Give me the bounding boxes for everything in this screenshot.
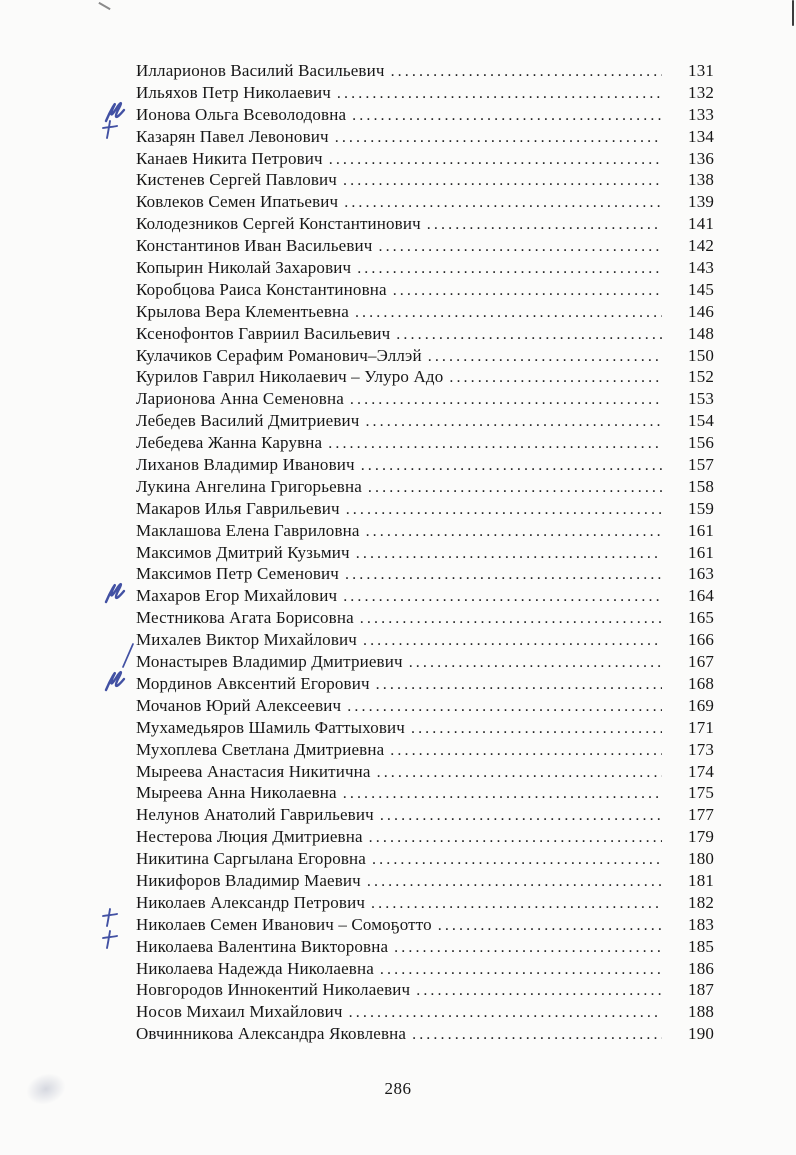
dot-leader <box>343 586 662 606</box>
entry-page-number: 154 <box>688 411 714 431</box>
entry-name: Николаева Валентина Викторовна <box>136 936 389 956</box>
index-entry <box>136 762 714 784</box>
dot-leader <box>337 83 662 103</box>
entry-name: Максимов Петр Семенович <box>136 564 340 584</box>
entry-page-number: 186 <box>688 958 714 978</box>
index-entry <box>136 608 714 630</box>
entry-name: Лукина Ангелина Григорьевна <box>136 476 362 496</box>
dot-leader <box>391 61 662 81</box>
entry-name: Коробцова Раиса Константиновна <box>136 279 387 299</box>
entry-name: Нелунов Анатолий Гаврильевич <box>136 805 374 825</box>
index-entry <box>136 805 714 827</box>
pen-cross-icon <box>100 907 120 934</box>
dot-leader <box>328 433 662 453</box>
entry-name: Маклашова Елена Гавриловна <box>136 520 360 540</box>
dot-leader <box>355 302 662 322</box>
index-entry <box>136 937 714 959</box>
entry-page-number: 156 <box>688 433 714 453</box>
dot-leader <box>378 236 662 256</box>
index-entry <box>136 302 714 324</box>
dot-leader <box>349 1002 662 1022</box>
entry-name: Лебедев Василий Дмитриевич <box>136 411 360 431</box>
entry-name: Мыреева Анна Николаевна <box>136 783 337 803</box>
dot-leader <box>393 280 662 300</box>
entry-page-number: 138 <box>688 170 714 190</box>
pen-scribble-icon <box>100 666 130 701</box>
entry-page-number: 148 <box>688 323 714 343</box>
ink-smudge-artifact <box>22 1069 69 1110</box>
entry-name: Новгородов Иннокентий Николаевич <box>136 980 411 1000</box>
entry-page-number: 139 <box>688 192 714 212</box>
dot-leader <box>390 740 662 760</box>
entry-page-number: 190 <box>688 1024 714 1044</box>
entry-page-number: 157 <box>688 455 714 475</box>
dot-leader <box>372 849 662 869</box>
entry-page-number: 179 <box>688 827 714 847</box>
entry-page-number: 185 <box>688 936 714 956</box>
dot-leader <box>428 346 662 366</box>
entry-page-number: 187 <box>688 980 714 1000</box>
entry-page-number: 188 <box>688 1002 714 1022</box>
page-folio-number: 286 <box>384 1079 412 1098</box>
entry-page-number: 173 <box>688 739 714 759</box>
index-entry <box>136 586 714 608</box>
scan-corner-artifact <box>98 2 110 10</box>
index-entry <box>136 893 714 915</box>
entry-name: Константинов Иван Васильевич <box>136 236 373 256</box>
dot-leader <box>343 783 662 803</box>
entry-page-number: 159 <box>688 498 714 518</box>
index-entry <box>136 1024 714 1046</box>
entry-page-number: 141 <box>688 214 714 234</box>
scan-edge-artifact <box>792 0 794 26</box>
entry-name: Никитина Саргылана Егоровна <box>136 849 367 869</box>
dot-leader <box>376 674 662 694</box>
entry-page-number: 133 <box>688 104 714 124</box>
entry-name: Максимов Дмитрий Кузьмич <box>136 542 350 562</box>
entry-page-number: 167 <box>688 652 714 672</box>
index-entry <box>136 411 714 433</box>
entry-page-number: 180 <box>688 849 714 869</box>
entry-page-number: 142 <box>688 236 714 256</box>
index-entry <box>136 433 714 455</box>
entry-page-number: 146 <box>688 301 714 321</box>
dot-leader <box>416 980 662 1000</box>
dot-leader <box>368 477 662 497</box>
entry-page-number: 150 <box>688 345 714 365</box>
entry-page-number: 168 <box>688 673 714 693</box>
entry-name: Ксенофонтов Гавриил Васильевич <box>136 323 391 343</box>
entry-name: Мочанов Юрий Алексеевич <box>136 695 342 715</box>
dot-leader <box>449 367 662 387</box>
dot-leader <box>380 805 662 825</box>
dot-leader <box>394 937 662 957</box>
entry-name: Макаров Илья Гаврильевич <box>136 498 340 518</box>
dot-leader <box>356 543 662 563</box>
entry-page-number: 163 <box>688 564 714 584</box>
index-entry <box>136 980 714 1002</box>
dot-leader <box>380 959 662 979</box>
entry-name: Мухамедьяров Шамиль Фаттыхович <box>136 717 405 737</box>
index-entry <box>136 959 714 981</box>
index-entry <box>136 170 714 192</box>
dot-leader <box>329 149 662 169</box>
entry-name: Местникова Агата Борисовна <box>136 608 354 628</box>
index-entry <box>136 564 714 586</box>
index-entry <box>136 783 714 805</box>
index-entry <box>136 280 714 302</box>
entry-page-number: 136 <box>688 148 714 168</box>
dot-leader <box>345 564 662 584</box>
entry-name: Монастырев Владимир Дмитриевич <box>136 652 403 672</box>
index-entry <box>136 61 714 83</box>
index-entry <box>136 915 714 937</box>
entry-page-number: 171 <box>688 717 714 737</box>
index-entry <box>136 696 714 718</box>
index-entry <box>136 630 714 652</box>
entry-name: Лиханов Владимир Иванович <box>136 455 355 475</box>
index-entry <box>136 827 714 849</box>
index-entry <box>136 258 714 280</box>
entry-name: Крылова Вера Клементьевна <box>136 301 349 321</box>
dot-leader <box>347 696 662 716</box>
entry-name: Николаева Надежда Николаевна <box>136 958 374 978</box>
entry-name: Ионова Ольга Всеволодовна <box>136 104 347 124</box>
index-entry <box>136 652 714 674</box>
index-entry <box>136 346 714 368</box>
index-entry <box>136 1002 714 1024</box>
index-entry <box>136 849 714 871</box>
index-entry <box>136 149 714 171</box>
index-entry <box>136 543 714 565</box>
pen-scribble-icon <box>100 578 130 613</box>
entry-page-number: 169 <box>688 695 714 715</box>
entry-page-number: 161 <box>688 520 714 540</box>
index-entry <box>136 499 714 521</box>
dot-leader <box>352 105 662 125</box>
dot-leader <box>357 258 662 278</box>
dot-leader <box>411 718 662 738</box>
index-entry <box>136 674 714 696</box>
dot-leader <box>363 630 662 650</box>
entry-page-number: 166 <box>688 630 714 650</box>
index-entry <box>136 740 714 762</box>
dot-leader <box>350 389 662 409</box>
entry-name: Николаев Семен Иванович – Сомоҕотто <box>136 914 432 934</box>
pen-scribble-icon <box>100 97 130 132</box>
entry-page-number: 181 <box>688 870 714 890</box>
index-entry <box>136 521 714 543</box>
index-entry <box>136 718 714 740</box>
pen-cross-icon <box>100 929 120 956</box>
entry-name: Мординов Авксентий Егорович <box>136 673 370 693</box>
entry-page-number: 165 <box>688 608 714 628</box>
dot-leader <box>335 127 662 147</box>
entry-name: Ильяхов Петр Николаевич <box>136 82 331 102</box>
index-list <box>136 61 714 1046</box>
entry-page-number: 145 <box>688 279 714 299</box>
entry-name: Овчинникова Александра Яковлевна <box>136 1024 407 1044</box>
entry-name: Мыреева Анастасия Никитична <box>136 761 371 781</box>
entry-page-number: 183 <box>688 914 714 934</box>
dot-leader <box>371 893 662 913</box>
dot-leader <box>438 915 662 935</box>
index-entry <box>136 477 714 499</box>
index-entry <box>136 871 714 893</box>
index-entry <box>136 324 714 346</box>
index-entry <box>136 389 714 411</box>
index-entry <box>136 367 714 389</box>
dot-leader <box>343 170 662 190</box>
entry-name: Илларионов Василий Васильевич <box>136 61 385 80</box>
entry-name: Канаев Никита Петрович <box>136 148 323 168</box>
entry-page-number: 174 <box>688 761 714 781</box>
dot-leader <box>360 608 662 628</box>
dot-leader <box>361 455 662 475</box>
entry-name: Махаров Егор Михайлович <box>136 586 338 606</box>
dot-leader <box>427 214 662 234</box>
entry-name: Носов Михаил Михайлович <box>136 1002 343 1022</box>
entry-name: Кулачиков Серафим Романович–Эллэй <box>136 345 422 365</box>
entry-page-number: 161 <box>688 542 714 562</box>
entry-page-number: 152 <box>688 367 714 387</box>
entry-page-number: 153 <box>688 389 714 409</box>
dot-leader <box>409 652 662 672</box>
dot-leader <box>346 499 662 519</box>
index-entry <box>136 192 714 214</box>
entry-page-number: 175 <box>688 783 714 803</box>
entry-name: Нестерова Люция Дмитриевна <box>136 827 363 847</box>
entry-page-number: 131 <box>688 61 714 80</box>
index-entry <box>136 105 714 127</box>
dot-leader <box>396 324 662 344</box>
entry-name: Никифоров Владимир Маевич <box>136 870 361 890</box>
entry-name: Кистенев Сергей Павлович <box>136 170 337 190</box>
dot-leader <box>344 192 662 212</box>
dot-leader <box>377 762 662 782</box>
entry-name: Николаев Александр Петрович <box>136 892 366 912</box>
entry-name: Мухоплева Светлана Дмитриевна <box>136 739 385 759</box>
entry-page-number: 182 <box>688 892 714 912</box>
index-entry <box>136 214 714 236</box>
entry-page-number: 143 <box>688 258 714 278</box>
index-entry <box>136 236 714 258</box>
entry-name: Казарян Павел Левонович <box>136 126 329 146</box>
pen-slash-icon <box>120 642 136 675</box>
dot-leader <box>369 827 662 847</box>
entry-name: Ларионова Анна Семеновна <box>136 389 344 409</box>
entry-name: Михалев Виктор Михайлович <box>136 630 357 650</box>
entry-page-number: 158 <box>688 476 714 496</box>
entry-name: Курилов Гаврил Николаевич – Улуро Адо <box>136 367 444 387</box>
dot-leader <box>366 521 662 541</box>
index-entry <box>136 455 714 477</box>
entry-page-number: 132 <box>688 82 714 102</box>
entry-name: Ковлеков Семен Ипатьевич <box>136 192 339 212</box>
pen-cross-icon <box>100 119 120 146</box>
entry-page-number: 134 <box>688 126 714 146</box>
dot-leader <box>412 1024 662 1044</box>
index-entry <box>136 83 714 105</box>
entry-name: Колодезников Сергей Константинович <box>136 214 421 234</box>
entry-page-number: 177 <box>688 805 714 825</box>
index-entry <box>136 127 714 149</box>
dot-leader <box>365 411 662 431</box>
entry-page-number: 164 <box>688 586 714 606</box>
entry-name: Лебедева Жанна Карувна <box>136 433 323 453</box>
entry-name: Копырин Николай Захарович <box>136 258 352 278</box>
dot-leader <box>367 871 662 891</box>
